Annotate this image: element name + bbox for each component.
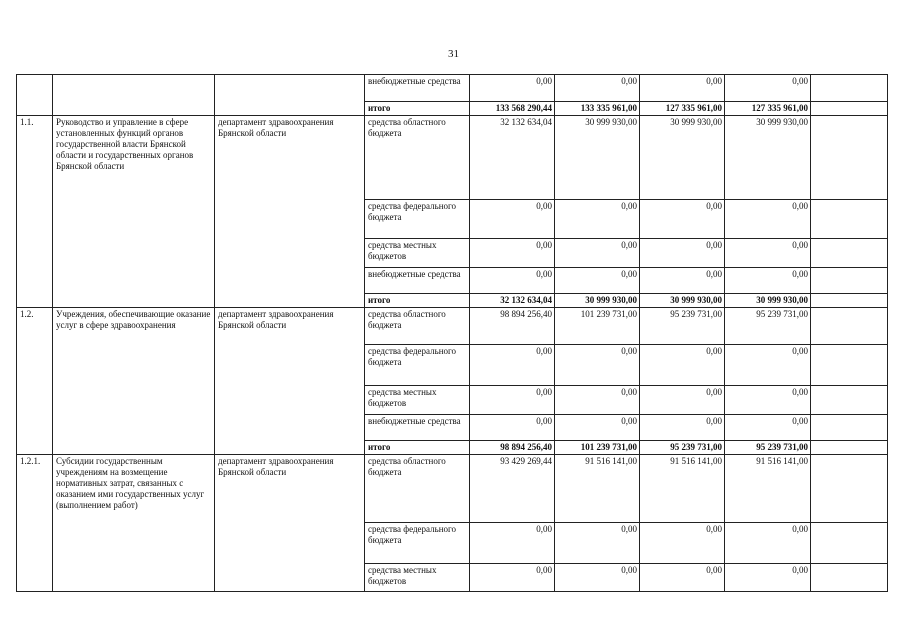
amount-cell-1: 0,00 bbox=[470, 564, 555, 592]
empty-cell bbox=[811, 294, 888, 308]
amount-cell-3: 0,00 bbox=[640, 564, 725, 592]
amount-cell-3: 30 999 930,00 bbox=[640, 116, 725, 200]
amount-cell-1: 0,00 bbox=[470, 386, 555, 415]
amount-cell-3: 0,00 bbox=[640, 386, 725, 415]
item-number-cell: 1.2.1. bbox=[17, 455, 53, 592]
funding-source-cell: итого bbox=[365, 102, 470, 116]
funding-source-cell: средства федерального бюджета bbox=[365, 523, 470, 564]
amount-cell-3: 91 516 141,00 bbox=[640, 455, 725, 523]
amount-cell-3: 95 239 731,00 bbox=[640, 308, 725, 345]
amount-cell-4: 0,00 bbox=[725, 239, 811, 268]
empty-cell bbox=[811, 386, 888, 415]
amount-cell-2: 133 335 961,00 bbox=[555, 102, 640, 116]
funding-source-cell: внебюджетные средства bbox=[365, 268, 470, 294]
amount-cell-3: 0,00 bbox=[640, 523, 725, 564]
funding-source-cell: средства федерального бюджета bbox=[365, 345, 470, 386]
funding-source-cell: средства областного бюджета bbox=[365, 116, 470, 200]
amount-cell-1: 0,00 bbox=[470, 75, 555, 102]
empty-cell bbox=[811, 268, 888, 294]
responsible-cell: департамент здравоохранения Брянской области bbox=[215, 455, 365, 592]
amount-cell-4: 95 239 731,00 bbox=[725, 441, 811, 455]
funding-source-cell: средства областного бюджета bbox=[365, 308, 470, 345]
amount-cell-2: 0,00 bbox=[555, 200, 640, 239]
amount-cell-2: 0,00 bbox=[555, 268, 640, 294]
amount-cell-1: 0,00 bbox=[470, 415, 555, 441]
amount-cell-1: 98 894 256,40 bbox=[470, 308, 555, 345]
amount-cell-4: 30 999 930,00 bbox=[725, 116, 811, 200]
amount-cell-3: 0,00 bbox=[640, 200, 725, 239]
empty-cell bbox=[811, 345, 888, 386]
empty-cell bbox=[811, 308, 888, 345]
amount-cell-1: 32 132 634,04 bbox=[470, 294, 555, 308]
amount-cell-4: 0,00 bbox=[725, 386, 811, 415]
amount-cell-4: 0,00 bbox=[725, 564, 811, 592]
amount-cell-3: 0,00 bbox=[640, 415, 725, 441]
empty-cell bbox=[811, 455, 888, 523]
amount-cell-4: 0,00 bbox=[725, 75, 811, 102]
table-row bbox=[17, 455, 888, 523]
funding-source-cell: средства областного бюджета bbox=[365, 455, 470, 523]
item-number-cell: 1.1. bbox=[17, 116, 53, 308]
amount-cell-4: 0,00 bbox=[725, 345, 811, 386]
budget-table bbox=[16, 74, 888, 592]
table-row bbox=[17, 116, 888, 200]
amount-cell-1: 0,00 bbox=[470, 239, 555, 268]
amount-cell-2: 101 239 731,00 bbox=[555, 308, 640, 345]
amount-cell-3: 127 335 961,00 bbox=[640, 102, 725, 116]
funding-source-cell: внебюджетные средства bbox=[365, 75, 470, 102]
funding-source-cell: средства местных бюджетов bbox=[365, 564, 470, 592]
item-name-cell bbox=[53, 75, 215, 116]
amount-cell-4: 0,00 bbox=[725, 415, 811, 441]
empty-cell bbox=[811, 75, 888, 102]
amount-cell-2: 91 516 141,00 bbox=[555, 455, 640, 523]
amount-cell-4: 0,00 bbox=[725, 523, 811, 564]
amount-cell-3: 30 999 930,00 bbox=[640, 294, 725, 308]
item-name-cell: Учреждения, обеспечивающие оказание услуг в сфере здравоохранения bbox=[53, 308, 215, 455]
table-row bbox=[17, 308, 888, 345]
empty-cell bbox=[811, 239, 888, 268]
empty-cell bbox=[811, 116, 888, 200]
responsible-cell: департамент здравоохранения Брянской области bbox=[215, 116, 365, 308]
page-number: 31 bbox=[448, 48, 459, 60]
responsible-cell: департамент здравоохранения Брянской области bbox=[215, 308, 365, 455]
amount-cell-1: 98 894 256,40 bbox=[470, 441, 555, 455]
amount-cell-4: 95 239 731,00 bbox=[725, 308, 811, 345]
amount-cell-2: 0,00 bbox=[555, 386, 640, 415]
amount-cell-2: 0,00 bbox=[555, 564, 640, 592]
amount-cell-4: 0,00 bbox=[725, 268, 811, 294]
funding-source-cell: итого bbox=[365, 441, 470, 455]
amount-cell-1: 0,00 bbox=[470, 523, 555, 564]
table-row bbox=[17, 75, 888, 102]
amount-cell-3: 95 239 731,00 bbox=[640, 441, 725, 455]
amount-cell-2: 30 999 930,00 bbox=[555, 294, 640, 308]
item-name-cell: Руководство и управление в сфере установленных функций органов государственной власти Брянской области и государственных органов Брянской области bbox=[53, 116, 215, 308]
amount-cell-3: 0,00 bbox=[640, 75, 725, 102]
amount-cell-4: 127 335 961,00 bbox=[725, 102, 811, 116]
funding-source-cell: средства федерального бюджета bbox=[365, 200, 470, 239]
funding-source-cell: средства местных бюджетов bbox=[365, 239, 470, 268]
amount-cell-2: 0,00 bbox=[555, 415, 640, 441]
empty-cell bbox=[811, 102, 888, 116]
empty-cell bbox=[811, 564, 888, 592]
funding-source-cell: итого bbox=[365, 294, 470, 308]
amount-cell-2: 0,00 bbox=[555, 239, 640, 268]
amount-cell-3: 0,00 bbox=[640, 239, 725, 268]
empty-cell bbox=[811, 441, 888, 455]
amount-cell-2: 0,00 bbox=[555, 523, 640, 564]
amount-cell-4: 30 999 930,00 bbox=[725, 294, 811, 308]
amount-cell-1: 32 132 634,04 bbox=[470, 116, 555, 200]
item-number-cell: 1.2. bbox=[17, 308, 53, 455]
item-name-cell: Субсидии государственным учреждениям на возмещение нормативных затрат, связанных с оказанием ими государственных услуг (выполнением работ) bbox=[53, 455, 215, 592]
amount-cell-2: 30 999 930,00 bbox=[555, 116, 640, 200]
amount-cell-1: 93 429 269,44 bbox=[470, 455, 555, 523]
amount-cell-2: 101 239 731,00 bbox=[555, 441, 640, 455]
amount-cell-1: 133 568 290,44 bbox=[470, 102, 555, 116]
amount-cell-1: 0,00 bbox=[470, 200, 555, 239]
amount-cell-2: 0,00 bbox=[555, 75, 640, 102]
amount-cell-1: 0,00 bbox=[470, 345, 555, 386]
funding-source-cell: внебюджетные средства bbox=[365, 415, 470, 441]
responsible-cell bbox=[215, 75, 365, 116]
empty-cell bbox=[811, 200, 888, 239]
amount-cell-3: 0,00 bbox=[640, 268, 725, 294]
empty-cell bbox=[811, 415, 888, 441]
amount-cell-4: 91 516 141,00 bbox=[725, 455, 811, 523]
empty-cell bbox=[811, 523, 888, 564]
item-number-cell bbox=[17, 75, 53, 116]
amount-cell-1: 0,00 bbox=[470, 268, 555, 294]
funding-source-cell: средства местных бюджетов bbox=[365, 386, 470, 415]
amount-cell-3: 0,00 bbox=[640, 345, 725, 386]
amount-cell-4: 0,00 bbox=[725, 200, 811, 239]
amount-cell-2: 0,00 bbox=[555, 345, 640, 386]
